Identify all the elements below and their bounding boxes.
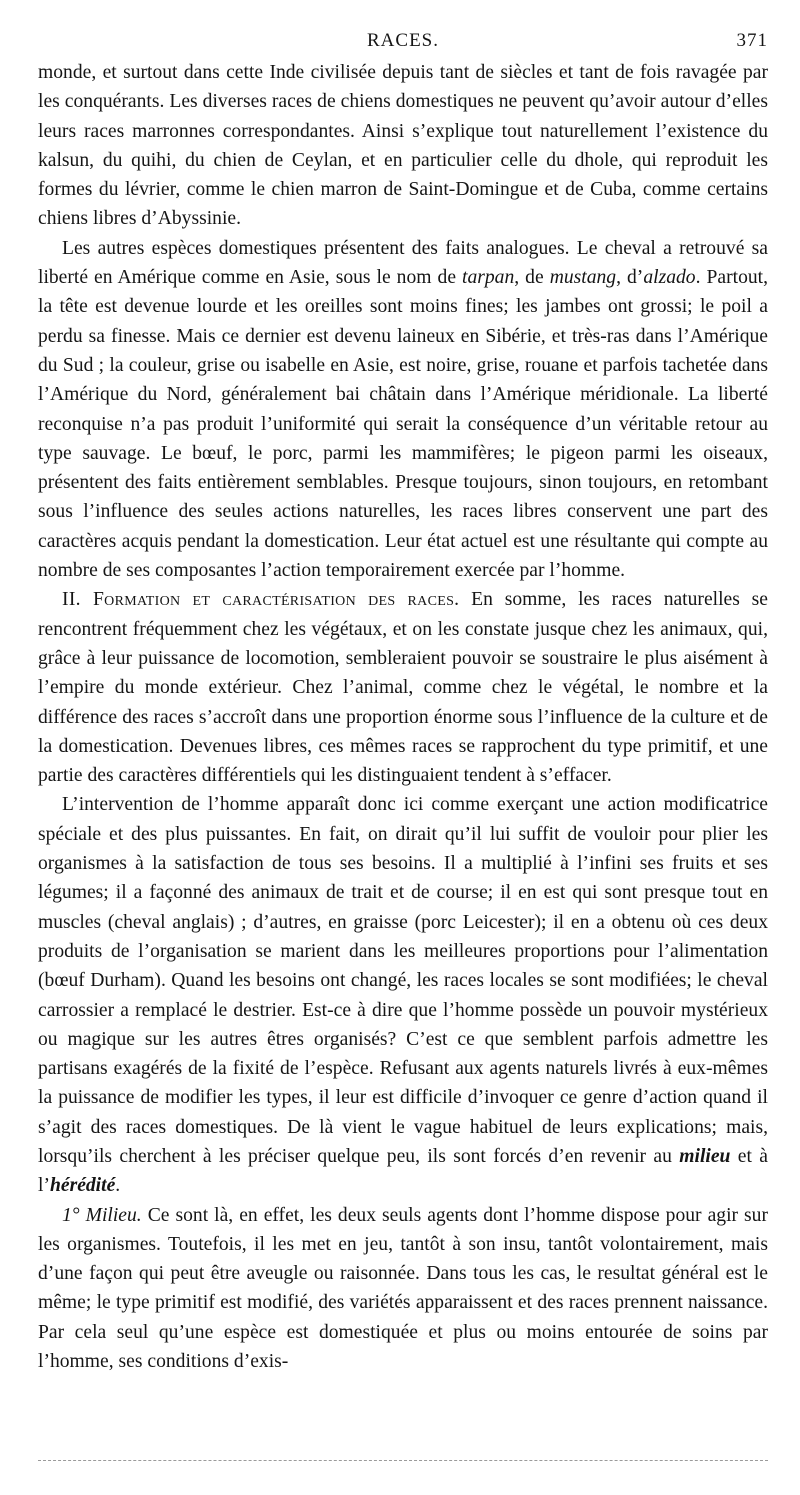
page [38, 30, 768, 1376]
term-mustang: mustang [549, 267, 617, 289]
paragraph-2-text-b: , de [514, 267, 550, 289]
paragraph-5-text: Ce sont là, en effet, les deux seuls agents dont l’homme dispose pour agir sur les organismes. Toutefois, il les met en jeu, tantôt à son insu, tantôt volontairement, mais d’une façon qui peut être aveugle ou raisonnée. Dans tous les cas, le resultat général est le même; le type primitif est modifié, des variétés apparaissent et des races prennent naissance. Par cela seul qu’une espèce est domestiquée et plus ou moins entourée de soins par l’homme, ses conditions d’exis- [38, 1204, 768, 1373]
paragraph-3-text: En somme, les races naturelles se rencontrent fréquemment chez les végétaux, et on les constate jusque chez les animaux, qui, grâce à leur puissance de locomotion, sembleraient pouvoir se soustraire le plus aisément à l’empire du monde extérieur. Chez l’animal, comme chez le végétal, le nombre et la différence des races s’accroît dans une proportion énorme sous l’influence de la culture et de la domestication. Devenues libres, ces mêmes races se rapprochent du type primitif, et une partie des caractères différentiels qui les distinguaient tendent à s’effacer. [38, 589, 768, 787]
running-title: RACES. [367, 30, 439, 51]
paragraph-2-text-a: Les autres espèces domestiques présentent des faits analogues. Le cheval a retrouvé sa liberté en Amérique comme en Asie, sous le nom de [38, 237, 768, 289]
paragraph-4 [38, 790, 768, 1200]
paragraph-1: monde, et surtout dans cette Inde civilisée depuis tant de siècles et tant de fois ravagée par les conquérants. Les diverses races de chiens domestiques ne peuvent qu’avoir autour d’elles leurs races marronnes correspondantes. Ainsi s’explique tout naturellement l’existence du kalsun, du quihi, du chien de Ceylan, et en particulier celle du dhole, qui reproduit les formes du lévrier, comme le chien marron de Saint-Domingue et de Cuba, comme certains chiens libres d’Abyssinie. [38, 62, 768, 230]
section-heading-milieu: 1° Milieu. [62, 1204, 142, 1226]
term-heredite: hérédité [49, 1175, 116, 1197]
paragraph-4-text-a: L’intervention de l’homme apparaît donc ici comme exerçant une action modificatrice spéciale et des plus puissantes. En fait, on dirait qu’il lui suffit de vouloir pour plier les organismes à la satisfaction de tous ses besoins. Il a multiplié à l’infini ses fruits et ses légumes; il a façonné des animaux de trait et de course; il en est qui sont presque tout en muscles (cheval anglais) ; d’autres, en graisse (porc Leicester); il en a obtenu où ces deux produits de l’organisation se marient dans les meilleures proportions pour l’alimentation (bœuf Durham). Quand les besoins ont changé, les races locales se sont modifiées; le cheval carrossier a remplacé le destrier. Est-ce à dire que l’homme possède un pouvoir mystérieux ou magique sur les autres êtres organisés? C’est ce que semblent parfois admettre les partisans exagérés de la fixité de l’espèce. Refusant aux agents naturels livrés à eux-mêmes la puissance de modifier les types, il leur est difficile d’invoquer ce genre d’action quand il s’agit des races domestiques. De là vient le vague habituel de leurs explications; mais, lorsqu’ils cherchent à les préciser quelque peu, ils sont forcés d’en revenir au [38, 794, 768, 1167]
paragraph-5 [38, 1201, 768, 1377]
paragraph-2-text-c: , d’ [616, 267, 644, 289]
term-tarpan: tarpan [462, 267, 515, 289]
paragraph-2 [38, 234, 768, 586]
paragraph-4-text-b: et à l’ [38, 1145, 768, 1197]
paragraph-2-text-d: . Partout, la tête est devenue lourde et les oreilles sont moins fines; les jambes ont grossi; le poil a perdu sa finesse. Mais ce dernier est devenu laineux en Sibérie, et très-ras dans l’Amérique du Sud ; la couleur, grise ou isabelle en Asie, est noire, grise, rouane et parfois tachetée dans l’Amérique du Nord, généralement bai châtain dans l’Amérique méridionale. La liberté reconquise n’a pas produit l’uniformité qui serait la conséquence d’un véritable retour au type sauvage. Le bœuf, le porc, parmi les mammifères; le pigeon parmi les oiseaux, présentent des faits entièrement semblables. Presque toujours, sinon toujours, en retombant sous l’influence des seules actions naturelles, les races libres conservent une part des caractères acquis pendant la domestication. Leur état actuel est une résultante qui compte au nombre de ses composantes l’action temporairement exercée par l’homme. [38, 267, 769, 582]
term-milieu: milieu [679, 1145, 731, 1167]
term-alzado: alzado [643, 267, 696, 289]
paragraph-4-text-c: . [115, 1175, 121, 1197]
footer-rule [38, 1460, 768, 1461]
paragraph-3 [38, 585, 768, 790]
body-text [38, 58, 768, 1376]
running-head [38, 30, 768, 58]
page-number: 371 [736, 30, 768, 51]
section-heading-formation: II. Formation et caractérisation des races. [62, 589, 460, 611]
